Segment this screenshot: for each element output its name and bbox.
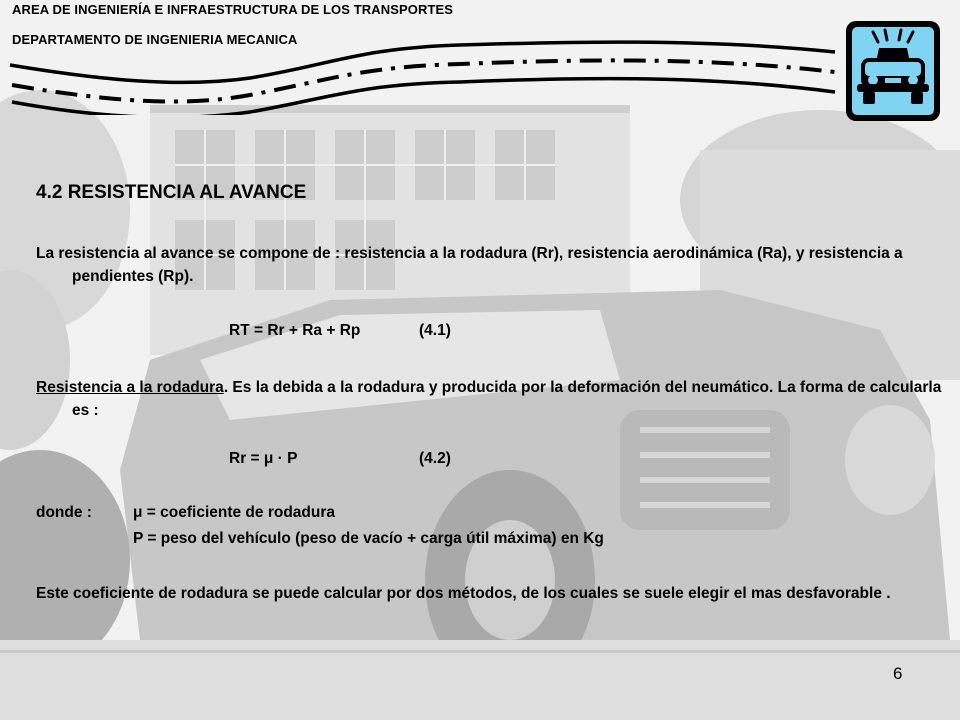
formula-reference: (4.1): [419, 322, 451, 339]
header-department: DEPARTAMENTO DE INGENIERIA MECANICA: [12, 32, 298, 47]
intro-paragraph: La resistencia al avance se compone de : resistencia a la rodadura (Rr), resistencia aerodinámica (Ra), y resistencia a pendientes (Rp).: [36, 245, 903, 285]
rolling-resistance-text: . Es la debida a la rodadura y producida por la deformación del neumático. La forma de calcularla es :: [72, 379, 942, 419]
car-warning-icon: [843, 18, 943, 124]
formula-reference: (4.2): [419, 450, 451, 467]
p-definition: P = peso del vehículo (peso de vacío + carga útil máxima) en Kg: [133, 530, 604, 547]
rolling-resistance-heading: Resistencia a la rodadura: [36, 379, 224, 396]
mu-definition: μ = coeficiente de rodadura: [133, 504, 335, 521]
formula-total-resistance: [229, 322, 451, 340]
rolling-resistance-paragraph: [36, 376, 952, 422]
where-label: donde :: [36, 504, 92, 521]
section-title: 4.2 RESISTENCIA AL AVANCE: [36, 182, 307, 203]
closing-paragraph: Este coeficiente de rodadura se puede calcular por dos métodos, de los cuales se suele elegir el mas desfavorable .: [36, 585, 891, 602]
formula-rolling-resistance: [229, 450, 451, 468]
formula-expression: RT = Rr + Ra + Rp: [229, 322, 361, 339]
formula-expression: Rr = μ · P: [229, 450, 298, 467]
header-department-area: AREA DE INGENIERÍA E INFRAESTRUCTURA DE LOS TRANSPORTES: [12, 2, 454, 17]
page-number: 6: [893, 664, 903, 683]
road-decoration: [0, 40, 840, 115]
